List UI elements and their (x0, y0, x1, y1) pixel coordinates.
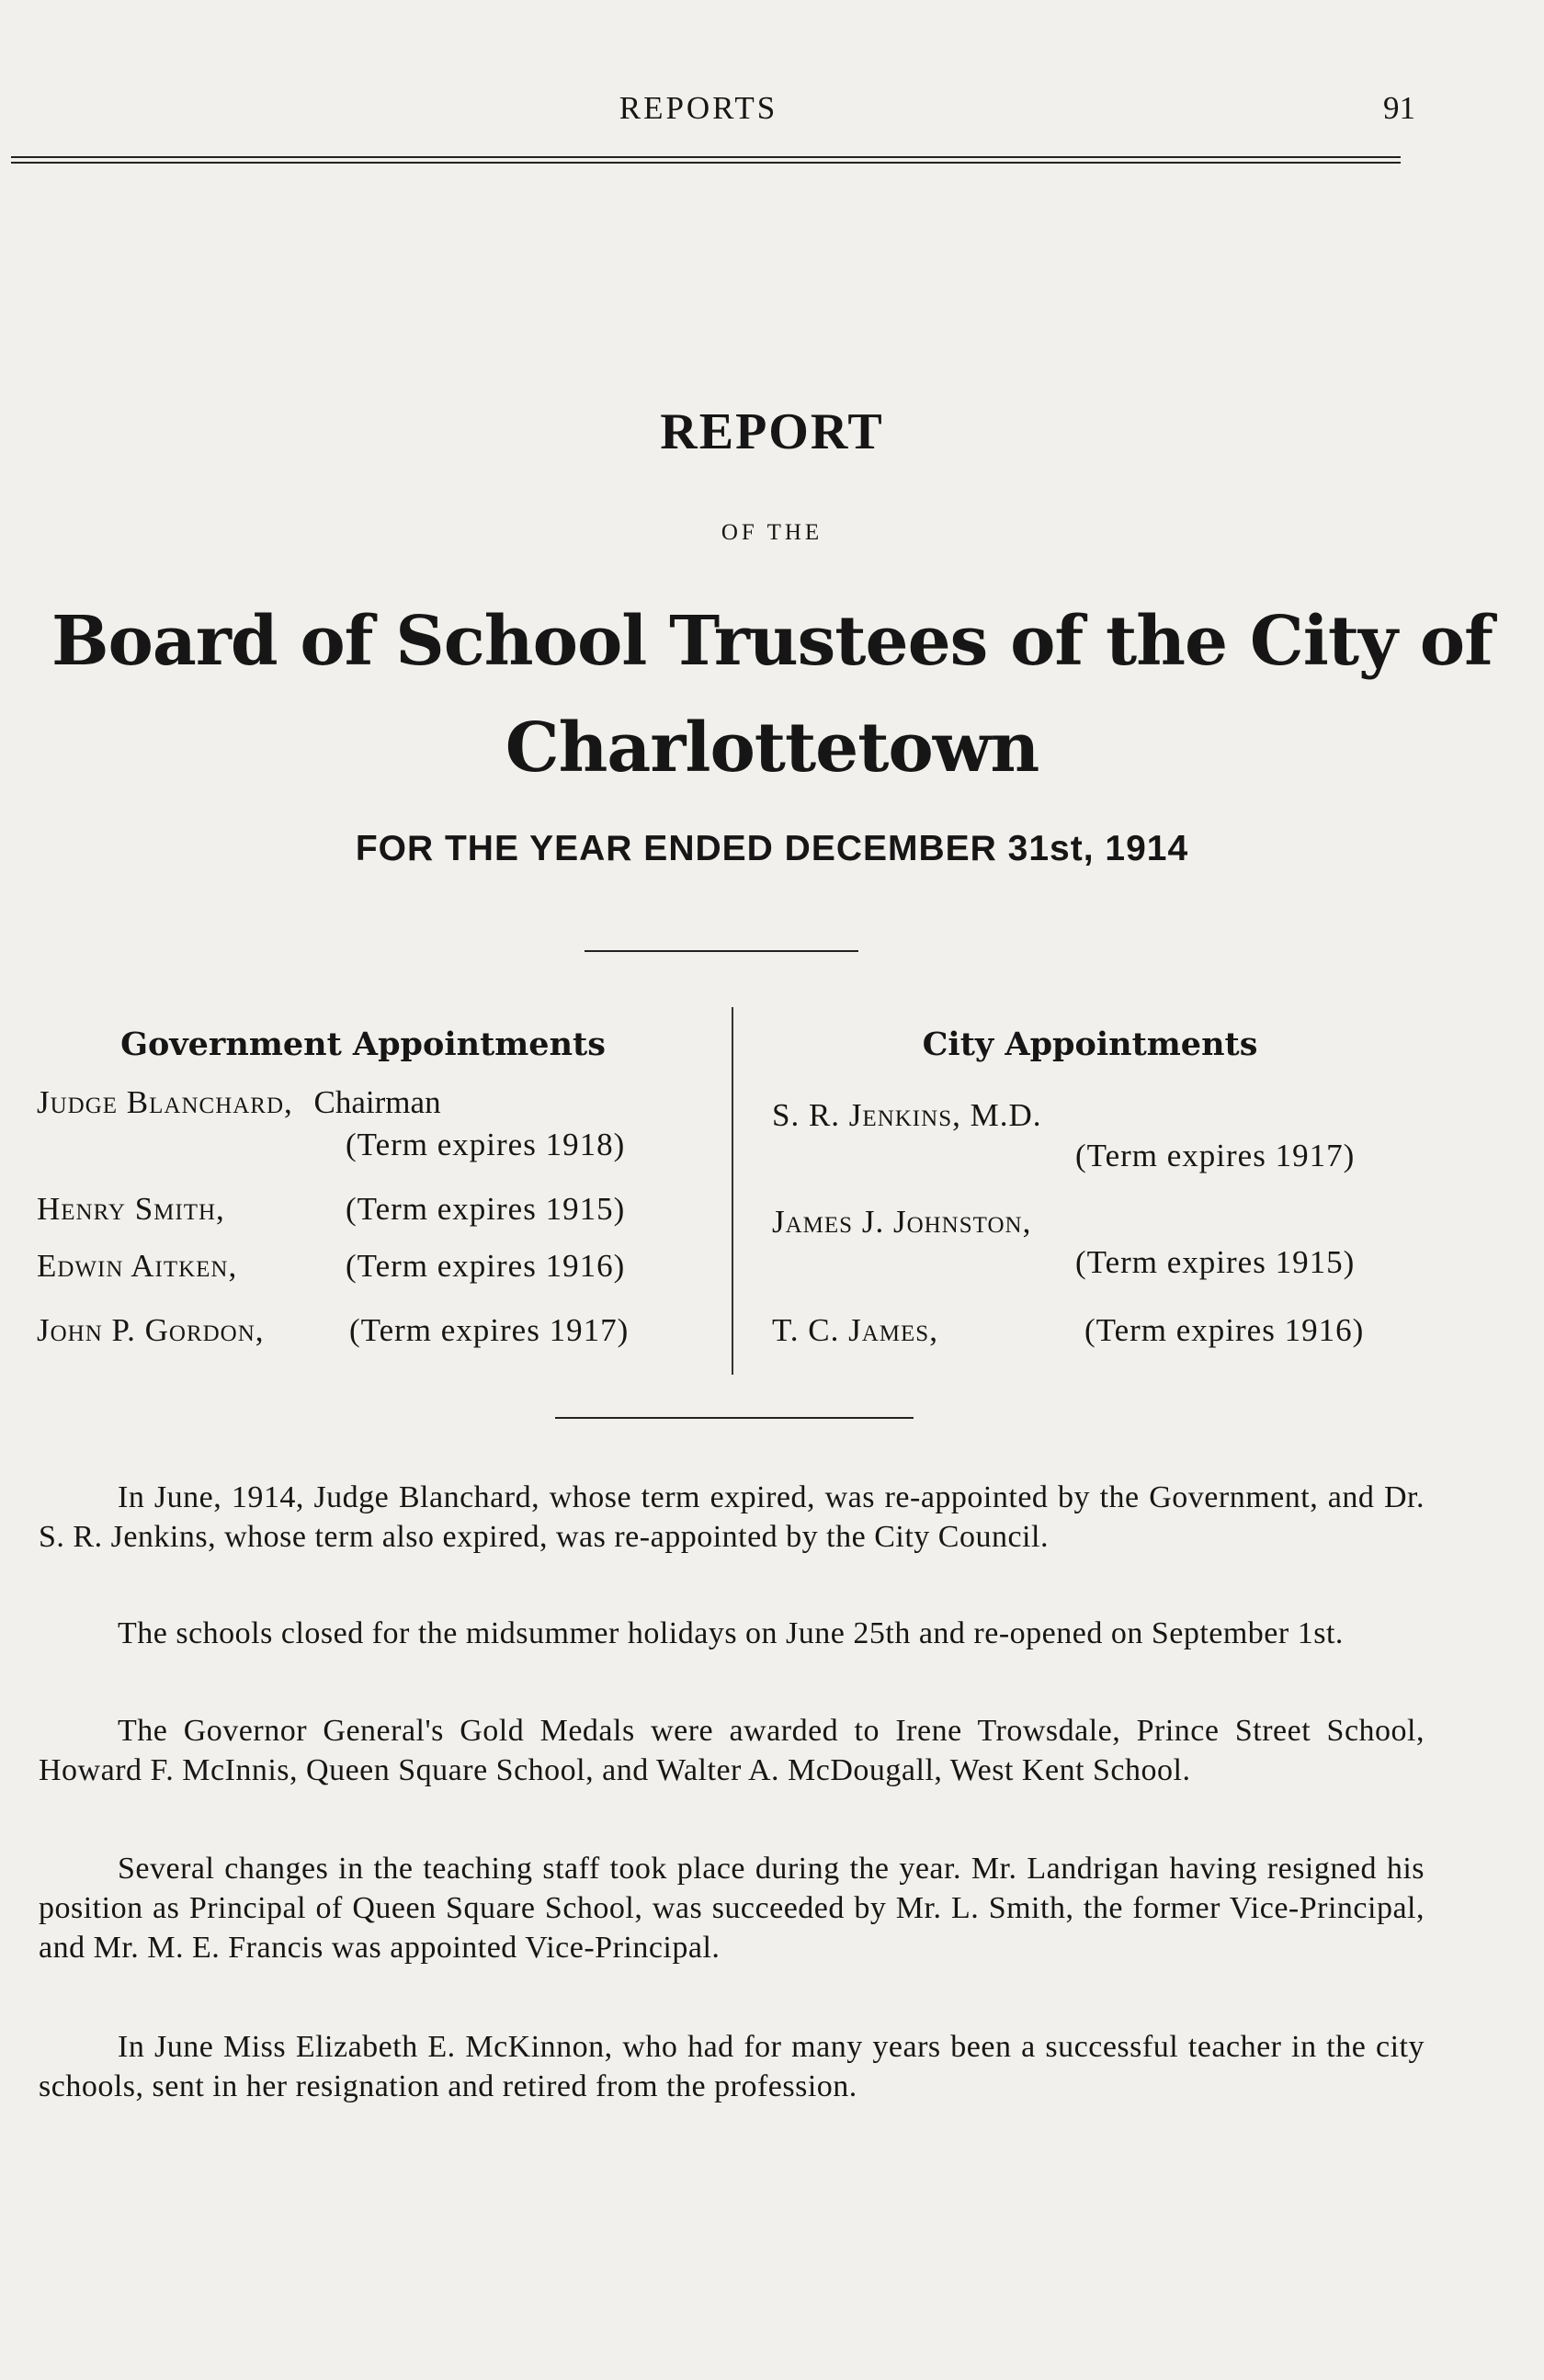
report-heading: REPORT (660, 403, 884, 460)
of-the-line: OF THE (721, 520, 823, 545)
title-line-2: Charlottetown (505, 708, 1039, 788)
member-name: James J. Johnston, (772, 1204, 1032, 1240)
page-number: 91 (1383, 90, 1415, 126)
running-header (0, 90, 1544, 136)
government-member (37, 1084, 441, 1121)
member-name: T. C. James, (772, 1312, 938, 1348)
city-member (772, 1097, 1042, 1134)
member-name: John P. Gordon, (37, 1312, 265, 1348)
column-divider (732, 1007, 733, 1375)
member-term: (Term expires 1917) (1075, 1138, 1356, 1173)
city-heading: City Appointments (922, 1026, 1258, 1063)
city-member (772, 1312, 938, 1349)
member-term: (Term expires 1916) (346, 1248, 626, 1284)
member-term: (Term expires 1915) (346, 1191, 626, 1227)
member-term: (Term expires 1918) (346, 1127, 626, 1162)
body-paragraph: The Governor General's Gold Medals were awarded to Irene Trowsdale, Prince Street School, Howard F. McInnis, Queen Square School, and Walter A. McDougall, West Kent School. (39, 1714, 1425, 1787)
body-paragraph: The schools closed for the midsummer holidays on June 25th and re-opened on September 1st. (118, 1616, 1344, 1650)
year-subtitle: FOR THE YEAR ENDED DECEMBER 31st, 1914 (355, 829, 1189, 868)
body-paragraph: In June Miss Elizabeth E. McKinnon, who had for many years been a successful teacher in the city schools, sent in her resignation and retired from the profession. (39, 2030, 1425, 2103)
government-member (37, 1191, 225, 1228)
government-member (37, 1248, 237, 1285)
title-line-1: Board of School Trustees of the City of (51, 602, 1493, 681)
city-member (772, 1204, 1031, 1241)
running-title: REPORTS (619, 90, 778, 126)
body-paragraph: Several changes in the teaching staff took place during the year. Mr. Landrigan having resigned his position as Principal of Queen Square School, was succeeded by Mr. L. Smith, the former Vice-Principal, and Mr. M. E. Francis was appointed Vice-Principal. (39, 1852, 1425, 1965)
member-role: Chairman (313, 1084, 441, 1120)
member-term: (Term expires 1915) (1075, 1244, 1356, 1280)
member-term: (Term expires 1916) (1084, 1312, 1365, 1348)
page-title (0, 588, 1544, 801)
member-name: Edwin Aitken, (37, 1248, 238, 1284)
member-name: S. R. Jenkins, M.D. (772, 1097, 1042, 1133)
body-paragraph: In June, 1914, Judge Blanchard, whose term expired, was re-appointed by the Government, and Dr. S. R. Jenkins, whose term also expired, was re-appointed by the City Council. (39, 1480, 1425, 1554)
member-name: Henry Smith, (37, 1191, 225, 1227)
member-name: Judge Blanchard, (37, 1084, 293, 1120)
government-member (37, 1312, 265, 1349)
header-double-rule (11, 156, 1401, 164)
government-heading: Government Appointments (120, 1026, 606, 1063)
title-divider (585, 950, 858, 952)
member-term: (Term expires 1917) (349, 1312, 630, 1348)
section-divider (555, 1417, 914, 1419)
